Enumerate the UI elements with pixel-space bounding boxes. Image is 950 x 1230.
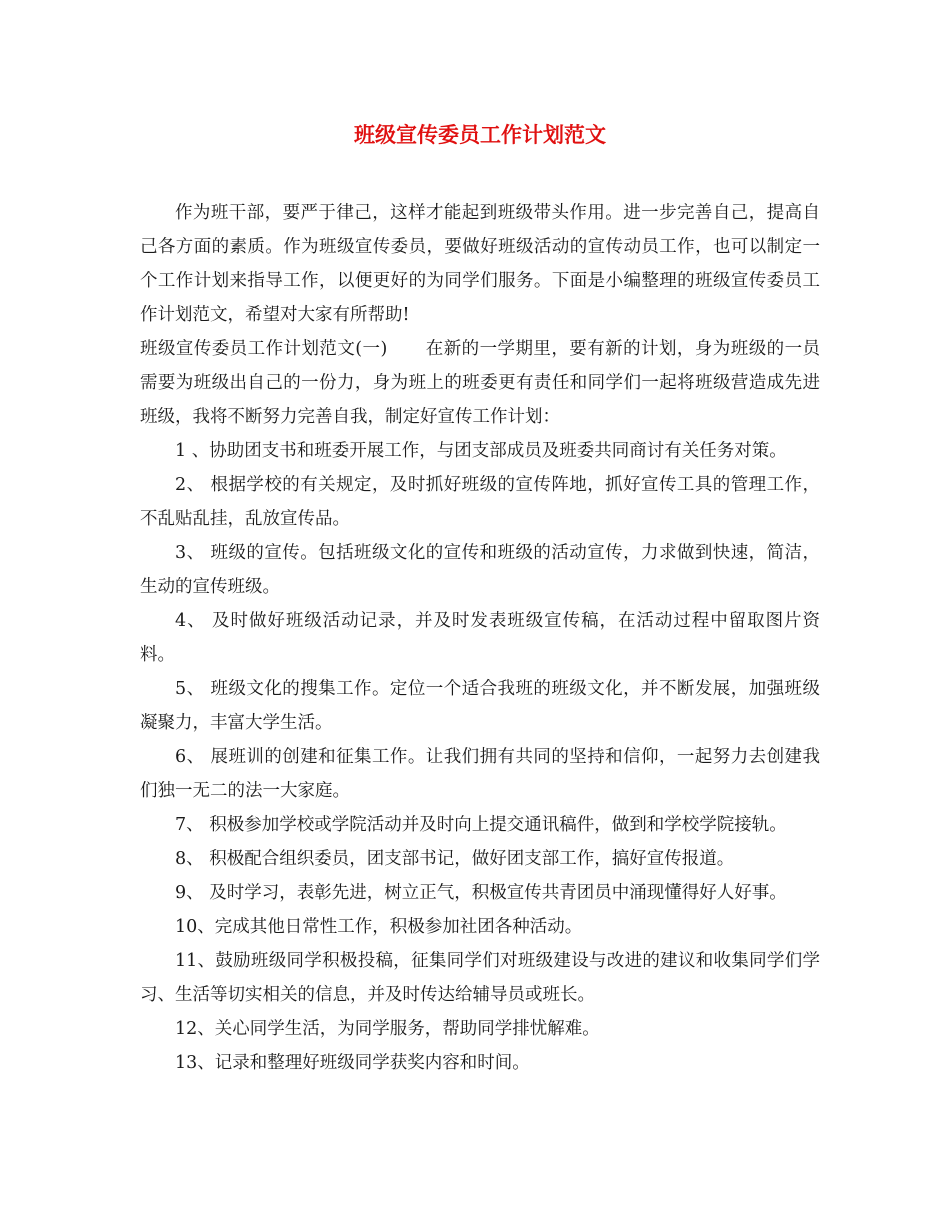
list-item-3: 3、 班级的宣传。包括班级文化的宣传和班级的活动宣传，力求做到快速，简洁，生动的宣传班级。	[140, 543, 820, 597]
document-title: 班级宣传委员工作计划范文	[354, 122, 606, 147]
document-page	[140, 118, 820, 1080]
list-item-5: 5、 班级文化的搜集工作。定位一个适合我班的班级文化，并不断发展，加强班级凝聚力，丰富大学生活。	[140, 679, 820, 733]
list-item-8: 8、 积极配合组织委员，团支部书记，做好团支部工作，搞好宣传报道。	[175, 849, 735, 869]
list-item-7: 7、 积极参加学校或学院活动并及时向上提交通讯稿件，做到和学校学院接轨。	[175, 815, 787, 835]
list-item-9: 9、 及时学习，表彰先进，树立正气，积极宣传共青团员中涌现懂得好人好事。	[175, 883, 787, 903]
list-item-13: 13、记录和整理好班级同学获奖内容和时间。	[175, 1053, 530, 1073]
list-item-1: 1 、协助团支书和班委开展工作，与团支部成员及班委共同商讨有关任务对策。	[175, 441, 787, 461]
intro-paragraph: 作为班干部，要严于律己，这样才能起到班级带头作用。进一步完善自己，提高自己各方面的素质。作为班级宣传委员，要做好班级活动的宣传动员工作，也可以制定一个工作计划来指导工作，以便更好的为同学们服务。下面是小编整理的班级宣传委员工作计划范文，希望对大家有所帮助!	[140, 203, 820, 325]
list-item-4: 4、 及时做好班级活动记录，并及时发表班级宣传稿，在活动过程中留取图片资料。	[140, 611, 820, 665]
list-item-10: 10、完成其他日常性工作，积极参加社团各种活动。	[175, 917, 583, 937]
section-intro: 在新的一学期里，要有新的计划，身为班级的一员需要为班级出自己的一份力，身为班上的班委更有责任和同学们一起将班级营造成先进班级，我将不断努力完善自我，制定好宣传工作计划：	[140, 339, 821, 427]
list-item-6: 6、 展班训的创建和征集工作。让我们拥有共同的坚持和信仰，一起努力去创建我们独一无二的法一大家庭。	[140, 747, 820, 801]
list-item-12: 12、关心同学生活，为同学服务，帮助同学排忧解难。	[175, 1019, 600, 1039]
section-paragraph	[140, 332, 820, 434]
section-heading: 班级宣传委员工作计划范文(一)	[140, 339, 388, 359]
list-item-11: 11、鼓励班级同学积极投稿，征集同学们对班级建设与改进的建议和收集同学们学习、生活等切实相关的信息，并及时传达给辅导员或班长。	[140, 951, 820, 1005]
list-item-2: 2、 根据学校的有关规定，及时抓好班级的宣传阵地，抓好宣传工具的管理工作，不乱贴乱挂，乱放宣传品。	[140, 475, 820, 529]
